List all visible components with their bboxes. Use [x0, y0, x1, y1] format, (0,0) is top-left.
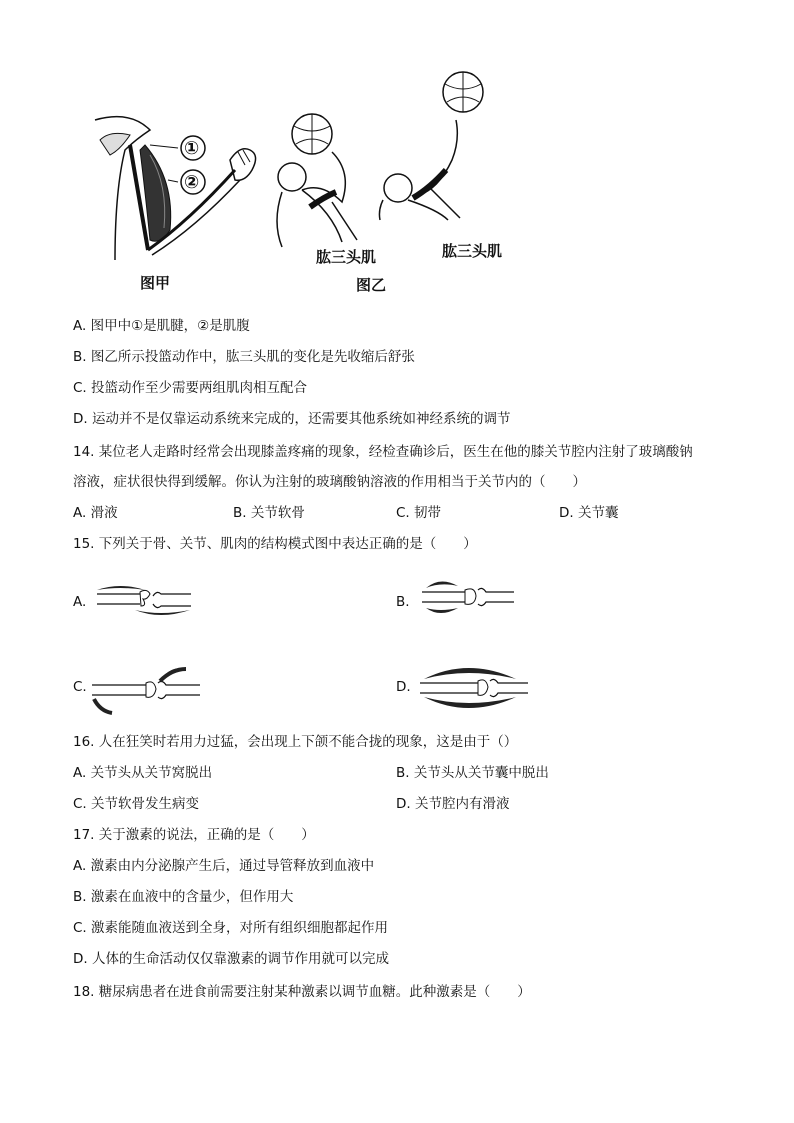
q17-option-a: A. 激素由内分泌腺产生后，通过导管释放到血液中	[73, 858, 375, 874]
figure-yi-left-player	[262, 112, 372, 252]
q13-option-a: A. 图甲中①是肌腱，②是肌腹	[73, 318, 250, 334]
q16-option-d: D. 关节腔内有滑液	[396, 796, 510, 812]
q14-option-b: B. 关节软骨	[233, 505, 305, 521]
q15-stem: 15. 下列关于骨、关节、肌肉的结构模式图中表达正确的是（ ）	[73, 536, 477, 552]
q15-letter-a: A.	[73, 594, 87, 610]
q17-option-d: D. 人体的生命活动仅仅靠激素的调节作用就可以完成	[73, 951, 389, 967]
q17-option-c: C. 激素能随血液送到全身，对所有组织细胞都起作用	[73, 920, 389, 936]
q14-stem-line1: 14. 某位老人走路时经常会出现膝盖疼痛的现象，经检查确诊后，医生在他的膝关节腔内注射了玻璃酸钠	[73, 444, 693, 460]
triceps-label-right: 肱三头肌	[442, 242, 503, 260]
q16-option-c: C. 关节软骨发生病变	[73, 796, 200, 812]
figure-yi-label: 图乙	[356, 276, 387, 294]
q17-stem: 17. 关于激素的说法，正确的是（ ）	[73, 827, 315, 843]
q13-option-d: D. 运动并不是仅靠运动系统来完成的，还需要其他系统如神经系统的调节	[73, 411, 511, 427]
q16-stem: 16. 人在狂笑时若用力过猛，会出现上下颌不能合拢的现象，这是由于（）	[73, 734, 518, 750]
q18-stem: 18. 糖尿病患者在进食前需要注射某种激素以调节血糖。此种激素是（ ）	[73, 984, 531, 1000]
figure-yi-right-player	[368, 70, 498, 220]
q13-option-b: B. 图乙所示投篮动作中，肱三头肌的变化是先收缩后舒张	[73, 349, 415, 365]
marker-2: ②	[184, 172, 200, 193]
q16-option-a: A. 关节头从关节窝脱出	[73, 765, 213, 781]
q14-option-d: D. 关节囊	[559, 505, 619, 521]
q14-option-c: C. 韧带	[396, 505, 442, 521]
marker-1: ①	[184, 138, 200, 159]
q15-diagram-b	[420, 578, 520, 618]
q15-diagram-c	[90, 665, 210, 715]
q15-letter-d: D.	[396, 679, 411, 695]
q14-option-a: A. 滑液	[73, 505, 118, 521]
q15-letter-c: C.	[73, 679, 87, 695]
q17-option-b: B. 激素在血液中的含量少，但作用大	[73, 889, 294, 905]
q16-option-b: B. 关节头从关节囊中脱出	[396, 765, 549, 781]
q15-diagram-d	[418, 663, 538, 713]
q13-option-c: C. 投篮动作至少需要两组肌肉相互配合	[73, 380, 308, 396]
triceps-label-left: 肱三头肌	[316, 248, 377, 266]
q15-letter-b: B.	[396, 594, 410, 610]
figure-jia-label: 图甲	[140, 274, 171, 292]
q14-stem-line2: 溶液，症状很快得到缓解。你认为注射的玻璃酸钠溶液的作用相当于关节内的（ ）	[73, 474, 586, 490]
q15-diagram-a	[95, 582, 195, 622]
